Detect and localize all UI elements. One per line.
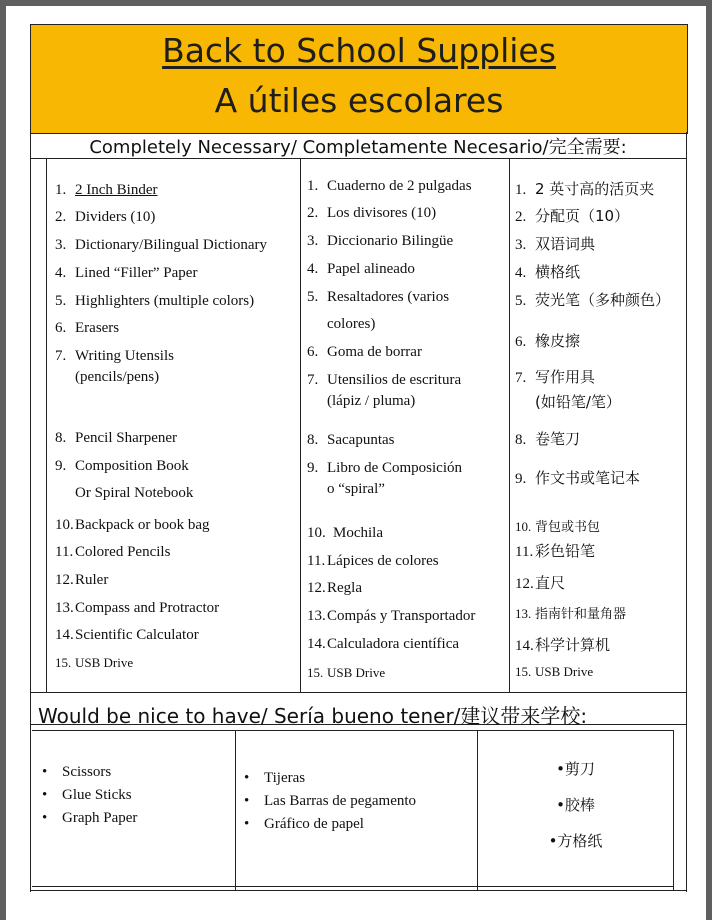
list-item: 2 Inch Binder: [75, 182, 158, 198]
list-item: 横格纸: [535, 263, 581, 281]
list-item-continuation: (pencils/pens): [75, 369, 160, 385]
list-item: Pencil Sharpener: [75, 430, 178, 446]
title-english: Back to School Supplies: [162, 31, 556, 70]
list-item: USB Drive: [75, 655, 134, 670]
list-item: 荧光笔（多种颜色）: [535, 291, 671, 309]
list-item-continuation: (lápiz / pluma): [327, 393, 416, 409]
document-page: Back to School Supplies A útiles escolares Completely Necessary/ Completamente Necesario/完全需要: 1. 2 Inch Binder 2. Dividers (10) 3. Dictionary/Bilingual Dictionary 4. Lined “Filler” Paper 5. Highlighters (multiple colors) 6. Erasers 7. Writing Utensils (pencils/pens) 8. Pencil Sharpener 9. Composition Book Or Spiral Notebook 10.Backpack or book bag 11. Colored Pencils 12.Ruler 13.Compass and Protractor 14.Scientific Calculator 15. USB Drive 1. Cuaderno de 2 pulgadas 2. Los divisores (10) 3. Diccionario Bilingüe 4. Papel alineado 5. Resaltadores (varios colores) 6. Goma de borrar 7. Utensilios de escritura (lápiz / pluma) 8. Sacapuntas 9. Libro de Composición o “spiral” 10. Mochila 11. Lápices de colores 12.Regla 13.Compás y Transportador 14.Calculadora científica 15. USB Drive 1. 2 英寸高的活页夹 2. 分配页（10） 3. 双语词典 4. 横格纸 5. 荧光笔（多种颜色） 6. 橡皮擦 7. 写作用具 (如铅笔/笔） 8. 卷笔刀 9. 作文书或笔记本 10. 背包或书包 11. 彩色铅笔 12.直尺 13. 指南针和量角器 14.科学计算机 15. USB Drive Would be nice to have/ Sería bueno tener/建议带来学校: • Scissors • Glue Sticks • Graph Paper • Tijeras • Las Barras de pegamento • Gráfico de papel •剪刀 •胶棒 •方格纸: [6, 6, 706, 920]
table-rule: [300, 158, 301, 692]
list-item: Dictionary/Bilingual Dictionary: [75, 237, 268, 253]
list-item: 科学计算机: [535, 636, 611, 654]
list-item: Resaltadores (varios: [327, 289, 450, 305]
table-rule: [30, 692, 687, 693]
list-item: Las Barras de pegamento: [264, 793, 417, 809]
table-rule: [509, 158, 510, 692]
bullet-icon: •: [42, 810, 48, 826]
table-rule: [673, 730, 674, 890]
table-rule: [235, 730, 236, 890]
list-item: 指南针和量角器: [535, 607, 627, 622]
list-item: Graph Paper: [62, 810, 138, 826]
list-item: 橡皮擦: [535, 332, 581, 350]
list-item: Backpack or book bag: [75, 517, 210, 533]
title-spanish: A útiles escolares: [214, 81, 504, 120]
list-item: Lined “Filler” Paper: [75, 265, 198, 281]
list-item: •剪刀: [556, 760, 595, 778]
list-item: Scientific Calculator: [75, 627, 199, 643]
list-item: 背包或书包: [535, 520, 601, 535]
list-item: Scissors: [62, 764, 112, 780]
list-item: 写作用具: [535, 368, 596, 386]
list-item: Dividers (10): [75, 209, 156, 225]
bullet-icon: •: [42, 764, 48, 780]
list-item: Glue Sticks: [62, 787, 132, 803]
list-item: Calculadora científica: [327, 636, 460, 652]
list-item: Mochila: [333, 525, 383, 541]
list-item: Papel alineado: [327, 261, 415, 277]
list-item: Composition Book: [75, 458, 189, 474]
list-item: Libro de Composición: [327, 460, 462, 476]
list-item-continuation: o “spiral”: [327, 481, 385, 497]
list-item: Goma de borrar: [327, 344, 422, 360]
list-item: •胶棒: [556, 796, 595, 814]
list-item: Compás y Transportador: [327, 608, 476, 624]
list-item: USB Drive: [327, 665, 386, 680]
table-border: [30, 132, 31, 892]
list-item: Diccionario Bilingüe: [327, 233, 454, 249]
table-rule: [32, 886, 673, 887]
list-item: Lápices de colores: [327, 553, 439, 569]
list-item-continuation: (如铅笔/笔）: [535, 393, 621, 411]
list-item: Erasers: [75, 320, 120, 336]
list-item-continuation: Or Spiral Notebook: [75, 485, 194, 501]
list-item: Ruler: [75, 572, 109, 588]
list-item: Regla: [327, 580, 362, 596]
list-item: 直尺: [535, 574, 566, 592]
list-item: Cuaderno de 2 pulgadas: [327, 178, 472, 194]
list-item: Sacapuntas: [327, 432, 395, 448]
nice-to-have-header: Would be nice to have/ Sería bueno tener/建议带来学校:: [38, 704, 588, 728]
bullet-icon: •: [244, 816, 250, 832]
list-item-continuation: colores): [327, 316, 376, 332]
list-item: Writing Utensils: [75, 348, 174, 364]
list-item: USB Drive: [535, 664, 594, 679]
list-item: •方格纸: [548, 832, 603, 850]
table-border: [686, 132, 687, 892]
table-border: [30, 890, 687, 891]
list-item: Colored Pencils: [75, 544, 171, 560]
list-item: Gráfico de papel: [264, 816, 364, 832]
list-item: Highlighters (multiple colors): [75, 293, 255, 309]
list-item: 双语词典: [535, 235, 596, 253]
list-item: Tijeras: [264, 770, 306, 786]
bullet-icon: •: [244, 770, 250, 786]
bullet-icon: •: [244, 793, 250, 809]
list-item: 彩色铅笔: [535, 542, 596, 560]
list-item: 分配页（10）: [535, 207, 630, 225]
list-item: Utensilios de escritura: [327, 372, 462, 388]
table-rule: [32, 730, 673, 731]
list-item: 2 英寸高的活页夹: [535, 180, 655, 198]
list-item: 卷笔刀: [535, 430, 581, 448]
list-item: Compass and Protractor: [75, 600, 220, 616]
bullet-icon: •: [42, 787, 48, 803]
necessary-header: Completely Necessary/ Completamente Necesario/完全需要:: [89, 137, 627, 158]
table-rule: [46, 158, 47, 692]
list-item: Los divisores (10): [327, 205, 437, 221]
list-item: 作文书或笔记本: [535, 469, 641, 487]
title-banner: [30, 24, 688, 134]
